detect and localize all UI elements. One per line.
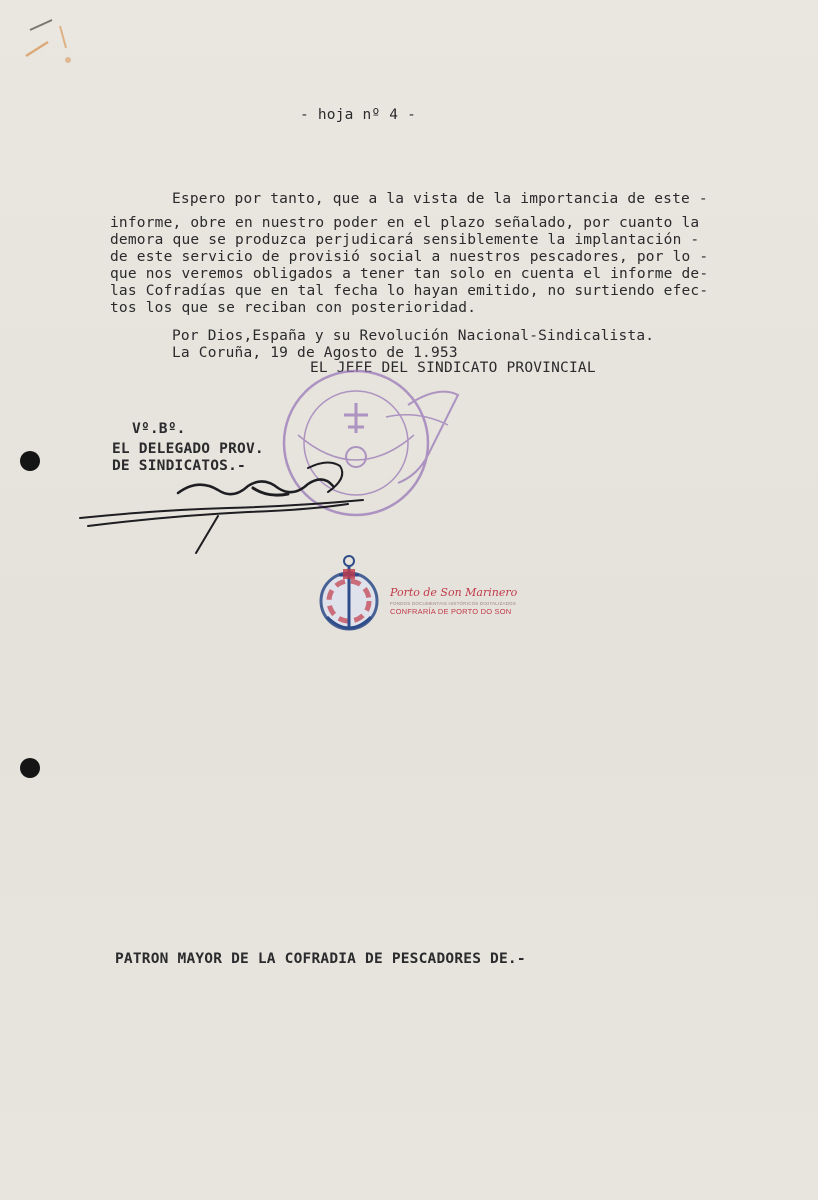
signatory-title: EL JEFE DEL SINDICATO PROVINCIAL [310, 360, 596, 376]
approval-sindicatos: DE SINDICATOS.- [112, 458, 246, 474]
anchor-logo-icon [315, 553, 383, 645]
watermark-org: CONFRARÍA DE PORTO DO SON [390, 607, 512, 616]
handwritten-signature [78, 448, 378, 558]
punch-hole [20, 451, 40, 471]
body-line: las Cofradías que en tal fecha lo hayan emitido, no surtiendo efec- [110, 283, 709, 299]
body-line: Espero por tanto, que a la vista de la importancia de este - [172, 191, 708, 207]
watermark-title: Porto de Son Marinero [390, 586, 518, 599]
approval-vobo: Vº.Bº. [132, 421, 186, 437]
page-number-label: - hoja nº 4 - [300, 107, 417, 123]
corner-pencil-mark [22, 8, 92, 68]
place-date: La Coruña, 19 de Agosto de 1.953 [172, 345, 458, 361]
body-line: informe, obre en nuestro poder en el plazo señalado, por cuanto la [110, 215, 700, 231]
approval-delegate: EL DELEGADO PROV. [112, 441, 264, 457]
punch-hole [20, 758, 40, 778]
body-line: que nos veremos obligados a tener tan solo en cuenta el informe de- [110, 266, 709, 282]
body-line: tos los que se reciban con posterioridad. [110, 300, 477, 316]
body-line: de este servicio de provisió social a nuestros pescadores, por lo - [110, 249, 709, 265]
body-line: demora que se produzca perjudicará sensiblemente la implantación - [110, 232, 700, 248]
recipient-line: PATRON MAYOR DE LA COFRADIA DE PESCADORES DE.- [115, 951, 526, 967]
archive-watermark [390, 586, 517, 616]
watermark-subtitle: FONDOS DOCUMENTAIS HISTÓRICOS DIXITALIZADOS [390, 601, 516, 606]
closing-motto: Por Dios,España y su Revolución Nacional-Sindicalista. [172, 328, 655, 344]
